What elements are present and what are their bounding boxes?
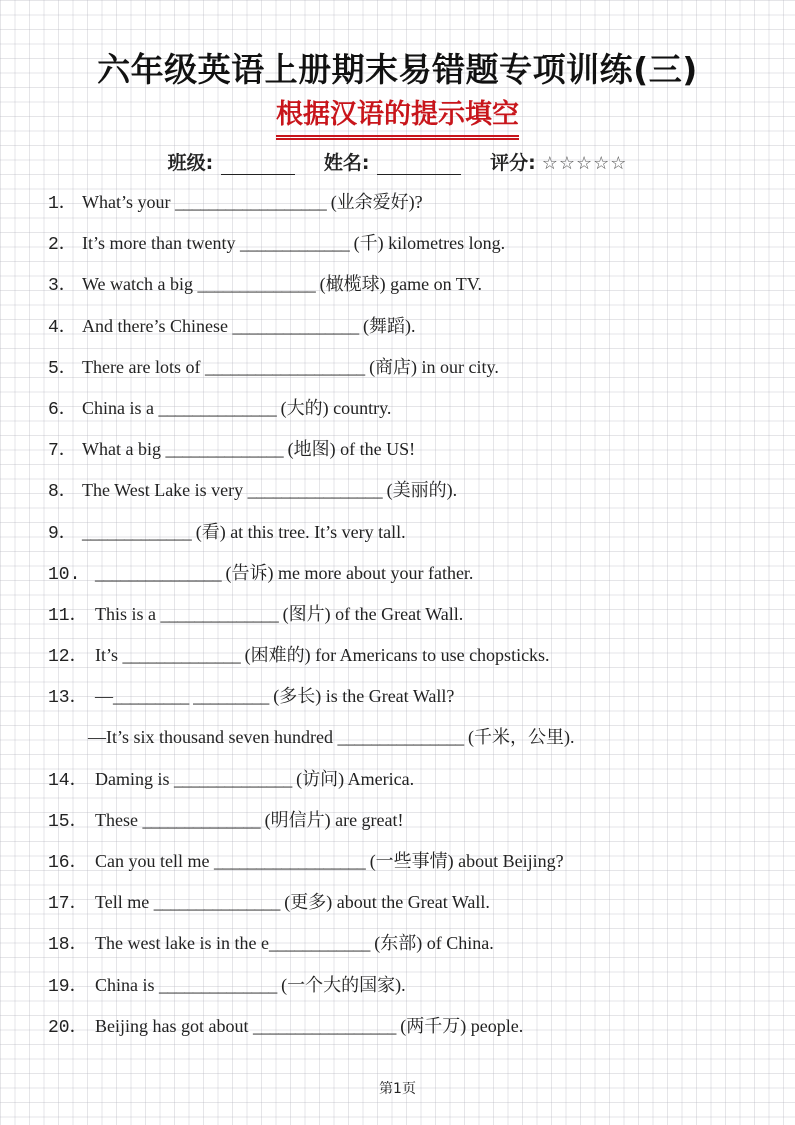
question-item: [48, 849, 768, 890]
question-number: 4．: [48, 317, 77, 338]
page-number: 第1页: [379, 1081, 416, 1097]
question-number: 5．: [48, 358, 77, 379]
question-text-before: This is a: [95, 603, 161, 624]
answer-blank[interactable]: ______________: [122, 645, 241, 666]
question-item: [48, 231, 768, 272]
question-text-before: Beijing has got about: [95, 1015, 253, 1036]
question-text-after: (图片) of the Great Wall.: [278, 603, 464, 624]
question-item: [48, 931, 768, 972]
question-number: 1．: [48, 194, 77, 214]
question-number: 7．: [48, 441, 77, 462]
question-item: [48, 602, 768, 643]
question-text-before: Daming is: [95, 768, 174, 789]
question-text-after: (业余爱好)?: [326, 192, 423, 212]
answer-blank[interactable]: ___________________: [204, 356, 365, 377]
question-text-after: (两千万) people.: [395, 1015, 524, 1036]
question-item: [48, 561, 768, 602]
question-text-before: China is a: [82, 397, 159, 418]
question-list: [48, 190, 768, 1055]
question-text-before: China is: [95, 974, 160, 995]
question-text-after: (访问) America.: [291, 768, 415, 789]
question-item: [48, 684, 768, 725]
question-text-before: These: [95, 809, 143, 830]
question-text-before: The West Lake is very: [82, 480, 248, 501]
question-text-after: (看) at this tree. It’s very tall.: [191, 521, 406, 542]
question-text-before: —: [95, 686, 113, 707]
answer-blank[interactable]: _____________: [82, 521, 192, 542]
answer-blank[interactable]: _______________: [95, 562, 222, 583]
question-number: 14．: [48, 770, 88, 791]
question-text-after: (美丽的).: [382, 480, 458, 501]
question-text-before: It’s: [95, 645, 123, 666]
question-number: 12．: [48, 647, 88, 668]
question-item: [48, 973, 768, 1014]
name-label: 姓名:: [323, 152, 370, 174]
answer-blank[interactable]: ______________: [160, 603, 279, 624]
question-number: 3．: [48, 276, 77, 297]
question-item: [48, 478, 768, 519]
question-item: [48, 890, 768, 931]
question-text-before: There are lots of: [82, 356, 205, 377]
answer-blank[interactable]: __________________: [213, 851, 366, 871]
question-item: [48, 767, 768, 808]
question-text-after: (商店) in our city.: [364, 356, 499, 377]
question-number: 8．: [48, 482, 77, 503]
class-blank[interactable]: [221, 154, 295, 175]
question-text-after: (大的) country.: [276, 397, 392, 418]
question-item: [48, 643, 768, 684]
question-text-after: (多长) is the Great Wall?: [268, 686, 455, 707]
answer-blank[interactable]: ______________: [158, 397, 277, 418]
answer-blank[interactable]: ______________: [174, 768, 292, 789]
question-number: 19．: [48, 976, 88, 997]
question-text-before: —It’s six thousand seven hundred: [88, 727, 338, 748]
answer-blank[interactable]: ______________: [159, 974, 277, 995]
answer-blank[interactable]: _______________: [153, 892, 280, 913]
answer-blank[interactable]: ________________: [247, 480, 383, 501]
question-number: 2．: [48, 235, 77, 256]
question-item: [48, 520, 768, 561]
student-info-line: [0, 148, 795, 175]
question-number: 20．: [48, 1017, 88, 1038]
question-number: 10.: [48, 564, 81, 585]
question-item: [48, 808, 768, 849]
question-number: 17．: [48, 894, 88, 915]
question-item: [48, 396, 768, 437]
score-stars-icon: ☆☆☆☆☆: [541, 153, 628, 174]
answer-blank[interactable]: ______________: [142, 809, 261, 830]
answer-blank[interactable]: _______________: [337, 727, 464, 748]
question-item: [48, 725, 768, 766]
answer-blank[interactable]: _________: [113, 686, 189, 707]
question-number: 15．: [48, 811, 88, 832]
question-text-after: (舞蹈).: [358, 315, 416, 336]
question-item: [48, 437, 768, 478]
answer-blank[interactable]: _________________: [252, 1015, 396, 1036]
question-text-after: (告诉) me more about your father.: [221, 562, 474, 583]
answer-blank[interactable]: ____________: [268, 933, 370, 954]
question-item: [48, 272, 768, 313]
answer-blank[interactable]: _______________: [232, 315, 359, 336]
question-text-after: (东部) of China.: [369, 933, 494, 954]
answer-blank[interactable]: __________________: [174, 192, 327, 212]
question-text-before: It’s more than twenty: [82, 233, 240, 254]
question-text-before: What a big: [82, 439, 166, 460]
score-label: 评分:: [490, 152, 536, 174]
question-text-after: (橄榄球) game on TV.: [315, 274, 482, 295]
subtitle-text: 根据汉语的提示填空: [276, 92, 519, 140]
worksheet-subtitle: [0, 92, 795, 140]
question-text-after: (地图) of the US!: [283, 439, 416, 460]
question-text-before: We watch a big: [82, 274, 198, 295]
question-number: 11．: [48, 605, 88, 626]
question-text-after: (一个大的国家).: [276, 974, 406, 995]
answer-blank-2[interactable]: _________: [193, 686, 269, 707]
answer-blank[interactable]: ______________: [165, 439, 284, 460]
question-text-after: (一些事情) about Beijing?: [365, 851, 564, 871]
worksheet-title: 六年级英语上册期末易错题专项训练(三): [97, 50, 698, 89]
answer-blank[interactable]: ______________: [197, 274, 316, 295]
question-item: [48, 1014, 768, 1055]
question-number: 9．: [48, 523, 77, 544]
question-text-after: (千米，公里).: [463, 727, 575, 748]
question-text-before: Tell me: [95, 892, 154, 913]
question-number: 6．: [48, 399, 77, 420]
question-text-before: The west lake is in the e: [95, 933, 269, 954]
question-text-before: Can you tell me: [95, 851, 214, 871]
question-text-before: What’s your: [82, 192, 175, 212]
question-text-after: (千) kilometres long.: [349, 233, 506, 254]
question-item: [48, 314, 768, 355]
question-text-before: And there’s Chinese: [82, 315, 233, 336]
question-text-after: (更多) about the Great Wall.: [279, 892, 490, 913]
question-number: 16．: [48, 853, 88, 873]
question-number: 18．: [48, 935, 88, 956]
name-blank[interactable]: [377, 154, 461, 175]
answer-blank[interactable]: _____________: [239, 233, 350, 254]
question-item: [48, 190, 768, 231]
class-label: 班级:: [167, 152, 214, 174]
question-number: 13．: [48, 688, 88, 709]
question-text-after: (明信片) are great!: [260, 809, 404, 830]
question-item: [48, 355, 768, 396]
question-text-after: (困难的) for Americans to use chopsticks.: [240, 645, 550, 666]
